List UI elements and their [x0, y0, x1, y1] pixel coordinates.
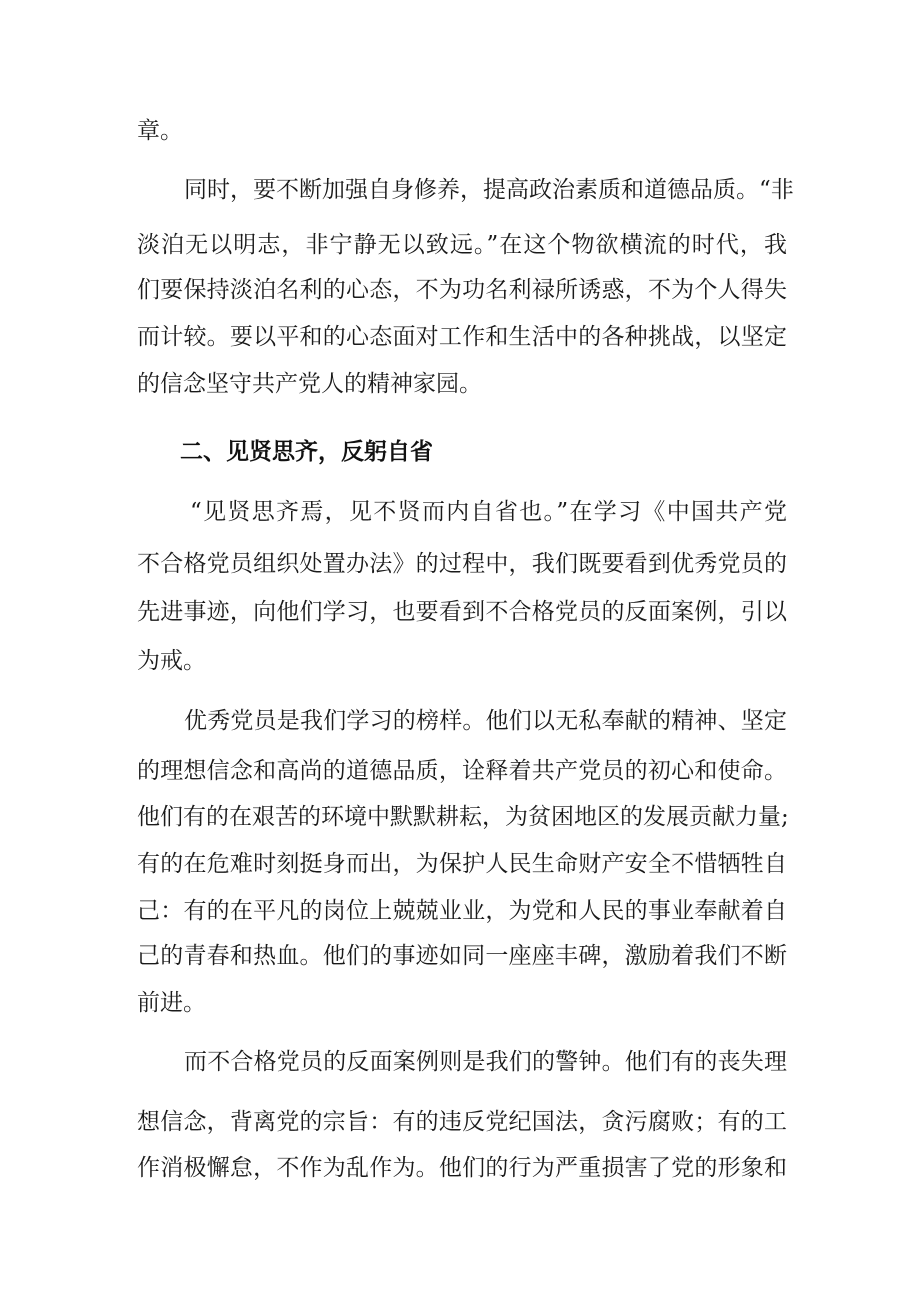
paragraph-line: 章。	[137, 118, 183, 144]
paragraph-line: 想信念，背离党的宗旨：有的违反党纪国法，贪污腐败；有的工	[137, 1109, 787, 1135]
paragraph-line: 的理想信念和高尚的道德品质，诠释着共产党员的初心和使命。	[137, 758, 787, 784]
paragraph-line: 前进。	[137, 990, 206, 1016]
paragraph-line: 先进事迹，向他们学习，也要看到不合格党员的反面案例，引以	[137, 599, 787, 625]
paragraph-line: 他们有的在艰苦的环境中默默耕耘，为贫困地区的发展贡献力量;	[137, 804, 789, 830]
paragraph-line: 有的在危难时刻挺身而出，为保护人民生命财产安全不惜牺牲自	[137, 851, 787, 877]
paragraph-line: 作消极懈怠，不作为乱作为。他们的行为严重损害了党的形象和	[137, 1155, 787, 1181]
paragraph-line: 同时，要不断加强自身修养，提高政治素质和道德品质。“非	[184, 177, 794, 203]
paragraph-line: 而计较。要以平和的心态面对工作和生活中的各种挑战，以坚定	[137, 324, 787, 350]
paragraph-line: 为戒。	[137, 648, 206, 674]
paragraph-line: 们要保持淡泊名利的心态，不为功名利禄所诱惑，不为个人得失	[137, 277, 787, 303]
paragraph-line: 的信念坚守共产党人的精神家园。	[137, 371, 482, 397]
paragraph-line: 而不合格党员的反面案例则是我们的警钟。他们有的丧失理	[184, 1049, 787, 1075]
paragraph-line: 不合格党员组织处置办法》的过程中，我们既要看到优秀党员的	[137, 551, 787, 577]
paragraph-line: 淡泊无以明志，非宁静无以致远。”在这个物欲横流的时代，我	[137, 232, 787, 258]
paragraph-line: 己的青春和热血。他们的事迹如同一座座丰碑，激励着我们不断	[137, 943, 787, 969]
paragraph-line: 己：有的在平凡的岗位上兢兢业业，为党和人民的事业奉献着自	[137, 898, 787, 924]
paragraph-line: 优秀党员是我们学习的榜样。他们以无私奉献的精神、坚定	[184, 708, 787, 734]
paragraph-line: “见贤思齐焉，见不贤而内自省也。”在学习《中国共产党	[190, 499, 787, 525]
section-heading: 二、见贤思齐，反躬自省	[180, 439, 433, 465]
